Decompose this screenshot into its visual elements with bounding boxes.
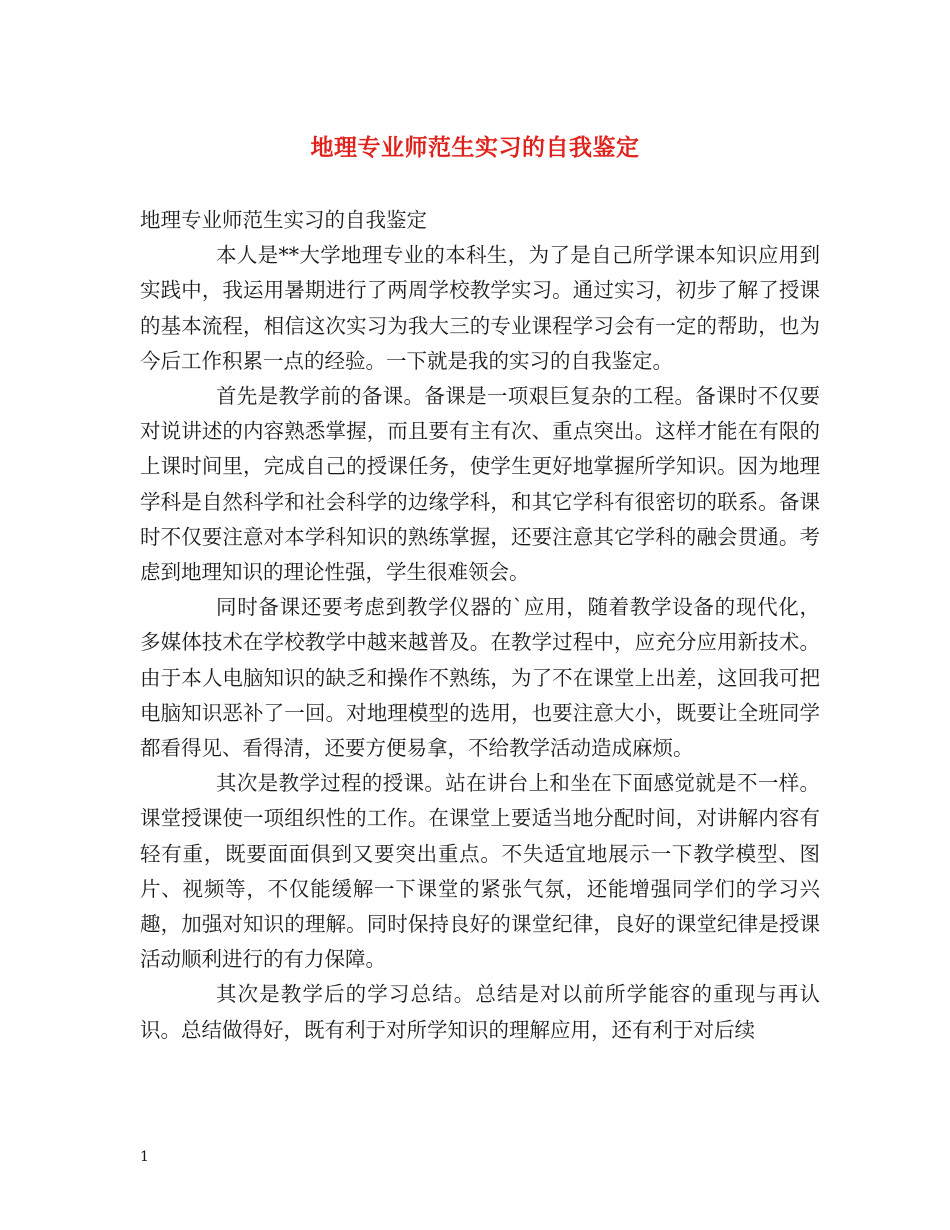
page-number: 1 xyxy=(140,1149,149,1165)
paragraph-intro: 本人是**大学地理专业的本科生，为了是自己所学课本知识应用到实践中，我运用暑期进行了两周学校教学实习。通过实习，初步了解了授课的基本流程，相信这次实习为我大三的专业课程学习会有一定的帮助，也为今后工作积累一点的经验。一下就是我的实习的自我鉴定。 xyxy=(140,243,820,373)
paragraph-lesson-prep: 首先是教学前的备课。备课是一项艰巨复杂的工程。备课时不仅要对说讲述的内容熟悉掌握，而且要有主有次、重点突出。这样才能在有限的上课时间里，完成自己的授课任务，使学生更好地掌握所学知识。因为地理学科是自然科学和社会科学的边缘学科，和其它学科有很密切的联系。备课时不仅要注意对本学科知识的熟练掌握，还要注意其它学科的融会贯通。考虑到地理知识的理论性强，学生很难领会。 xyxy=(140,384,820,585)
document-title: 地理专业师范生实习的自我鉴定 xyxy=(310,134,640,161)
paragraph-teaching-equipment: 同时备课还要考虑到教学仪器的`应用，随着教学设备的现代化，多媒体技术在学校教学中越来越普及。在教学过程中，应充分应用新技术。由于本人电脑知识的缺乏和操作不熟练，为了不在课堂上出差，这回我可把电脑知识恶补了一回。对地理模型的选用，也要注意大小，既要让全班同学都看得见、看得清，还要方便易拿，不给教学活动造成麻烦。 xyxy=(140,595,820,761)
paragraph-classroom-teaching: 其次是教学过程的授课。站在讲台上和坐在下面感觉就是不一样。课堂授课使一项组织性的工作。在课堂上要适当地分配时间，对讲解内容有轻有重，既要面面俱到又要突出重点。不失适宜地展示一下教学模型、图片、视频等，不仅能缓解一下课堂的紧张气氛，还能增强同学们的学习兴趣，加强对知识的理解。同时保持良好的课堂纪律，良好的课堂纪律是授课活动顺利进行的有力保障。 xyxy=(140,771,820,972)
document-subtitle: 地理专业师范生实习的自我鉴定 xyxy=(140,208,427,232)
paragraph-summary: 其次是教学后的学习总结。总结是对以前所学能容的重现与再认识。总结做得好，既有利于对所学知识的理解应用，还有利于对后续 xyxy=(140,982,820,1042)
document-body xyxy=(140,203,820,1048)
